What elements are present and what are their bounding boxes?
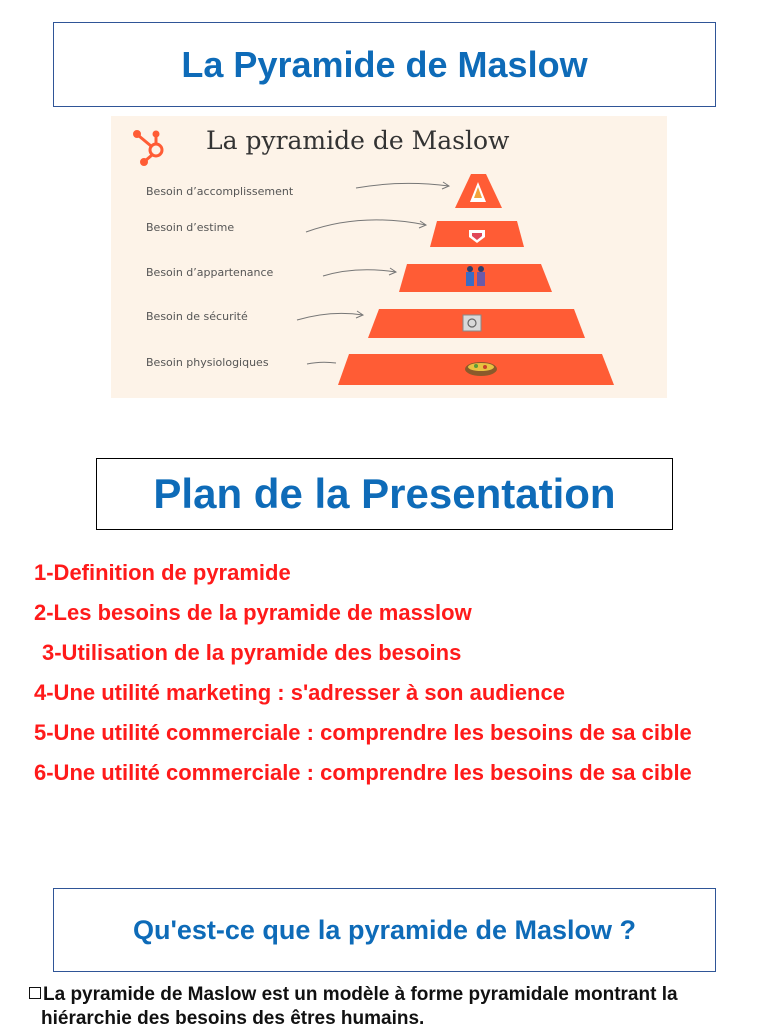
plan-title-box bbox=[96, 458, 673, 530]
plan-item: 1-Definition de pyramide bbox=[34, 560, 291, 585]
level-label-securite: Besoin de sécurité bbox=[146, 310, 248, 323]
question-title: Qu'est-ce que la pyramide de Maslow ? bbox=[132, 914, 637, 945]
definition-line-2: hiérarchie des besoins des êtres humains. bbox=[41, 1008, 425, 1029]
question-title-box bbox=[53, 888, 716, 972]
maslow-infographic bbox=[111, 116, 667, 398]
checkbox-bullet-icon bbox=[29, 987, 41, 999]
plan-item: 3-Utilisation de la pyramide des besoins bbox=[42, 640, 462, 665]
level-label-appartenance: Besoin d’appartenance bbox=[146, 266, 274, 279]
plan-item: 2-Les besoins de la pyramide de masslow bbox=[34, 600, 472, 625]
plan-title: Plan de la Presentation bbox=[153, 470, 616, 517]
arrow-1 bbox=[356, 183, 449, 188]
plan-item: 4-Une utilité marketing : s'adresser à son audience bbox=[34, 680, 565, 705]
hubspot-logo-icon bbox=[135, 132, 163, 165]
safe-icon bbox=[463, 315, 481, 331]
definition-line-1: La pyramide de Maslow est un modèle à forme pyramidale montrant la bbox=[43, 984, 678, 1005]
arrow-5 bbox=[307, 362, 336, 364]
arrow-3 bbox=[323, 270, 396, 276]
plan-item: 5-Une utilité commerciale : comprendre les besoins de sa cible bbox=[34, 720, 692, 745]
plan-list bbox=[34, 558, 734, 798]
slide-title-maslow bbox=[53, 22, 716, 107]
pyramid-tier-3 bbox=[399, 264, 552, 292]
arrow-2 bbox=[306, 220, 426, 232]
level-label-physiologiques: Besoin physiologiques bbox=[146, 356, 269, 369]
level-label-estime: Besoin d’estime bbox=[146, 221, 235, 234]
slide-title-text: La Pyramide de Maslow bbox=[181, 43, 588, 85]
infographic-title: La pyramide de Maslow bbox=[206, 126, 510, 155]
level-label-accomplissement: Besoin d’accomplissement bbox=[146, 185, 294, 198]
plan-item: 6-Une utilité commerciale : comprendre les besoins de sa cible bbox=[34, 760, 692, 785]
arrow-4 bbox=[297, 313, 363, 320]
food-bowl-icon bbox=[465, 362, 497, 376]
